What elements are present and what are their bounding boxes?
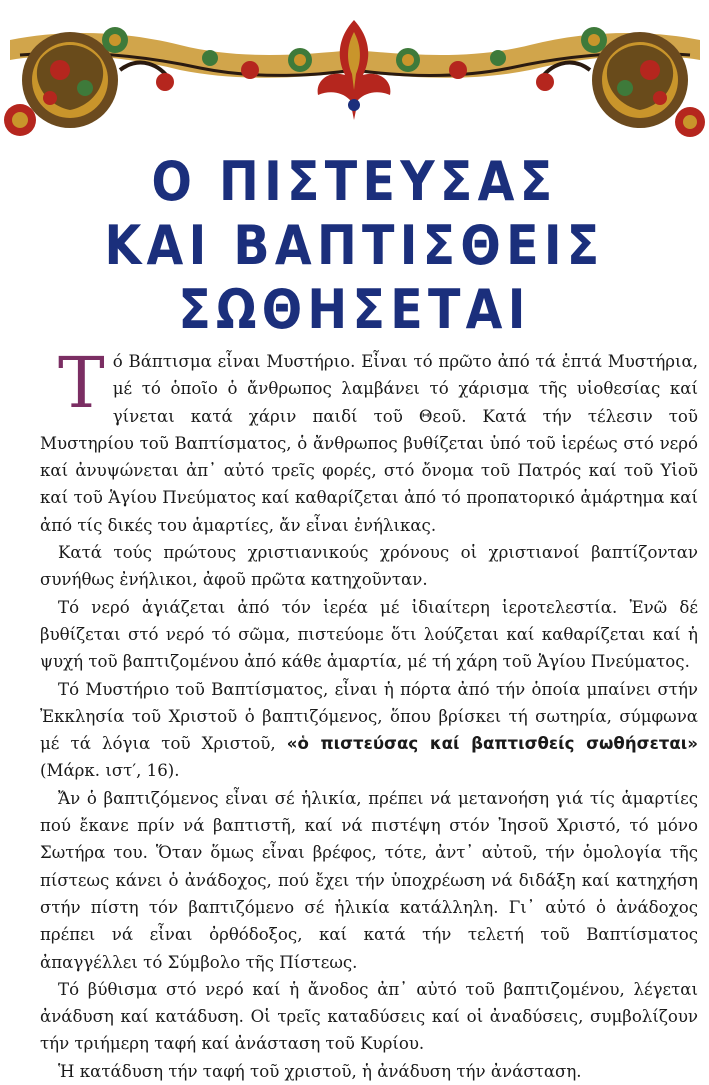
paragraph-5: Ἄν ὁ βαπτιζόμενος εἶναι σέ ἡλικία, πρέπει νά μετανοήση γιά τίς ἁμαρτίες πού ἔκανε πρίν νά βαπτιστῆ, καί νά πιστέψη στόν Ἰησοῦ Χριστό, τό μόνο Σωτήρα του. Ὅταν ὅμως εἶναι βρέφος, τότε, ἀντ᾽ αὐτοῦ, τήν ὁμολογία τῆς πίστεως κάνει ὁ ἀνάδοχος, πού ἔχει τήν ὑποχρέωση νά διδάξη καί κατηχήση στήν πίστη τόν βαπτιζόμενο σέ ἡλικία κατάλληλη. Γι᾽ αὐτό ὁ ἀνάδοχος πρέπει νά εἶναι ὀρθόδοξος, καί κατά τήν τελετή τοῦ Βαπτίσματος ἀπαγγέλλει τό Σύμβολο τῆς Πίστεως. (40, 788, 698, 972)
paragraph-4-text: Τό Μυστήριο τοῦ Βαπτίσματος, εἶναι ἡ πόρτα ἀπό τήν ὁποία μπαίνει στήν Ἐκκλησία τοῦ Χριστοῦ ὁ βαπτιζόμενος, ὅπου βρίσκει τή σωτηρία, σύμφωνα μέ τά λόγια τοῦ Χριστοῦ, (40, 679, 698, 754)
paragraph-1 (40, 342, 698, 539)
paragraph-3: Τό νερό ἁγιάζεται ἀπό τόν ἱερέα μέ ἰδιαίτερη ἱεροτελεστία. Ἐνῶ δέ βυθίζεται στό νερό τό σῶμα, πιστεύομε ὅτι λούζεται καί καθαρίζεται καί ἡ ψυχή τοῦ βαπτιζομένου ἀπό κάθε ἁμαρτία, μέ τή χάρη τοῦ Ἁγίου Πνεύματος. (40, 597, 698, 672)
drop-cap: Τ (58, 342, 105, 424)
scripture-quote: «ὁ πιστεύσας καί βαπτισθείς σωθήσεται» (286, 734, 698, 754)
paragraph-4 (40, 676, 698, 785)
paragraph-7: Ἡ κατάδυση τήν ταφή τοῦ χριστοῦ, ἡ ἀνάδυση τήν ἀνάσταση. (58, 1061, 582, 1081)
scripture-reference: (Μάρκ. ιστ′, 16). (40, 761, 180, 781)
article-body (40, 342, 698, 1085)
title-line-2: ΚΑΙ ΒΑΠΤΙΣΘΕΙΣ (104, 214, 605, 277)
byzantine-floral-header-ornament (0, 0, 709, 150)
title-line-1: Ο ΠΙΣΤΕΥΣΑΣ (151, 150, 558, 213)
article-title (0, 150, 709, 342)
paragraph-1-text: ό Βάπτισμα εἶναι Μυστήριο. Εἶναι τό πρῶτο ἀπό τά ἑπτά Μυστήρια, μέ τό ὁποῖο ὁ ἄνθρωπος λαμβάνει τό χάρισμα τῆς υἱοθεσίας καί γίνεται κατά χάριν παιδί τοῦ Θεοῦ. Κατά τήν τέλεσιν τοῦ Μυστηρίου τοῦ Βαπτίσματος, ὁ ἄνθρωπος βυθίζεται ὑπό τοῦ ἱερέως στό νερό καί ἀνυψώνεται ἀπ᾽ αὐτό τρεῖς φορές, στό ὄνομα τοῦ Πατρός καί τοῦ Υἱοῦ καί τοῦ Ἁγίου Πνεύματος καί καθαρίζεται ἀπό τό προπατορικό ἁμάρτημα καί ἀπό τίς δικές του ἁμαρτίες, ἄν εἶναι ἐνήλικας. (40, 352, 698, 535)
paragraph-2: Κατά τούς πρώτους χριστιανικούς χρόνους οἱ χριστιανοί βαπτίζονταν συνήθως ἐνήλικοι, ἀφοῦ πρῶτα κατηχοῦνταν. (40, 543, 698, 590)
center-fleur-ornament (202, 20, 506, 120)
paragraph-6: Τό βύθισμα στό νερό καί ἡ ἄνοδος ἀπ᾽ αὐτό τοῦ βαπτιζομένου, λέγεται ἀνάδυση καί κατάδυση. Οἱ τρεῖς καταδύσεις καί οἱ ἀναδύσεις, συμβολίζουν τήν τριήμερη ταφή καί ἀνάσταση τοῦ Κυρίου. (40, 979, 698, 1054)
title-line-3: ΣΩΘΗΣΕΤΑΙ (178, 278, 531, 341)
